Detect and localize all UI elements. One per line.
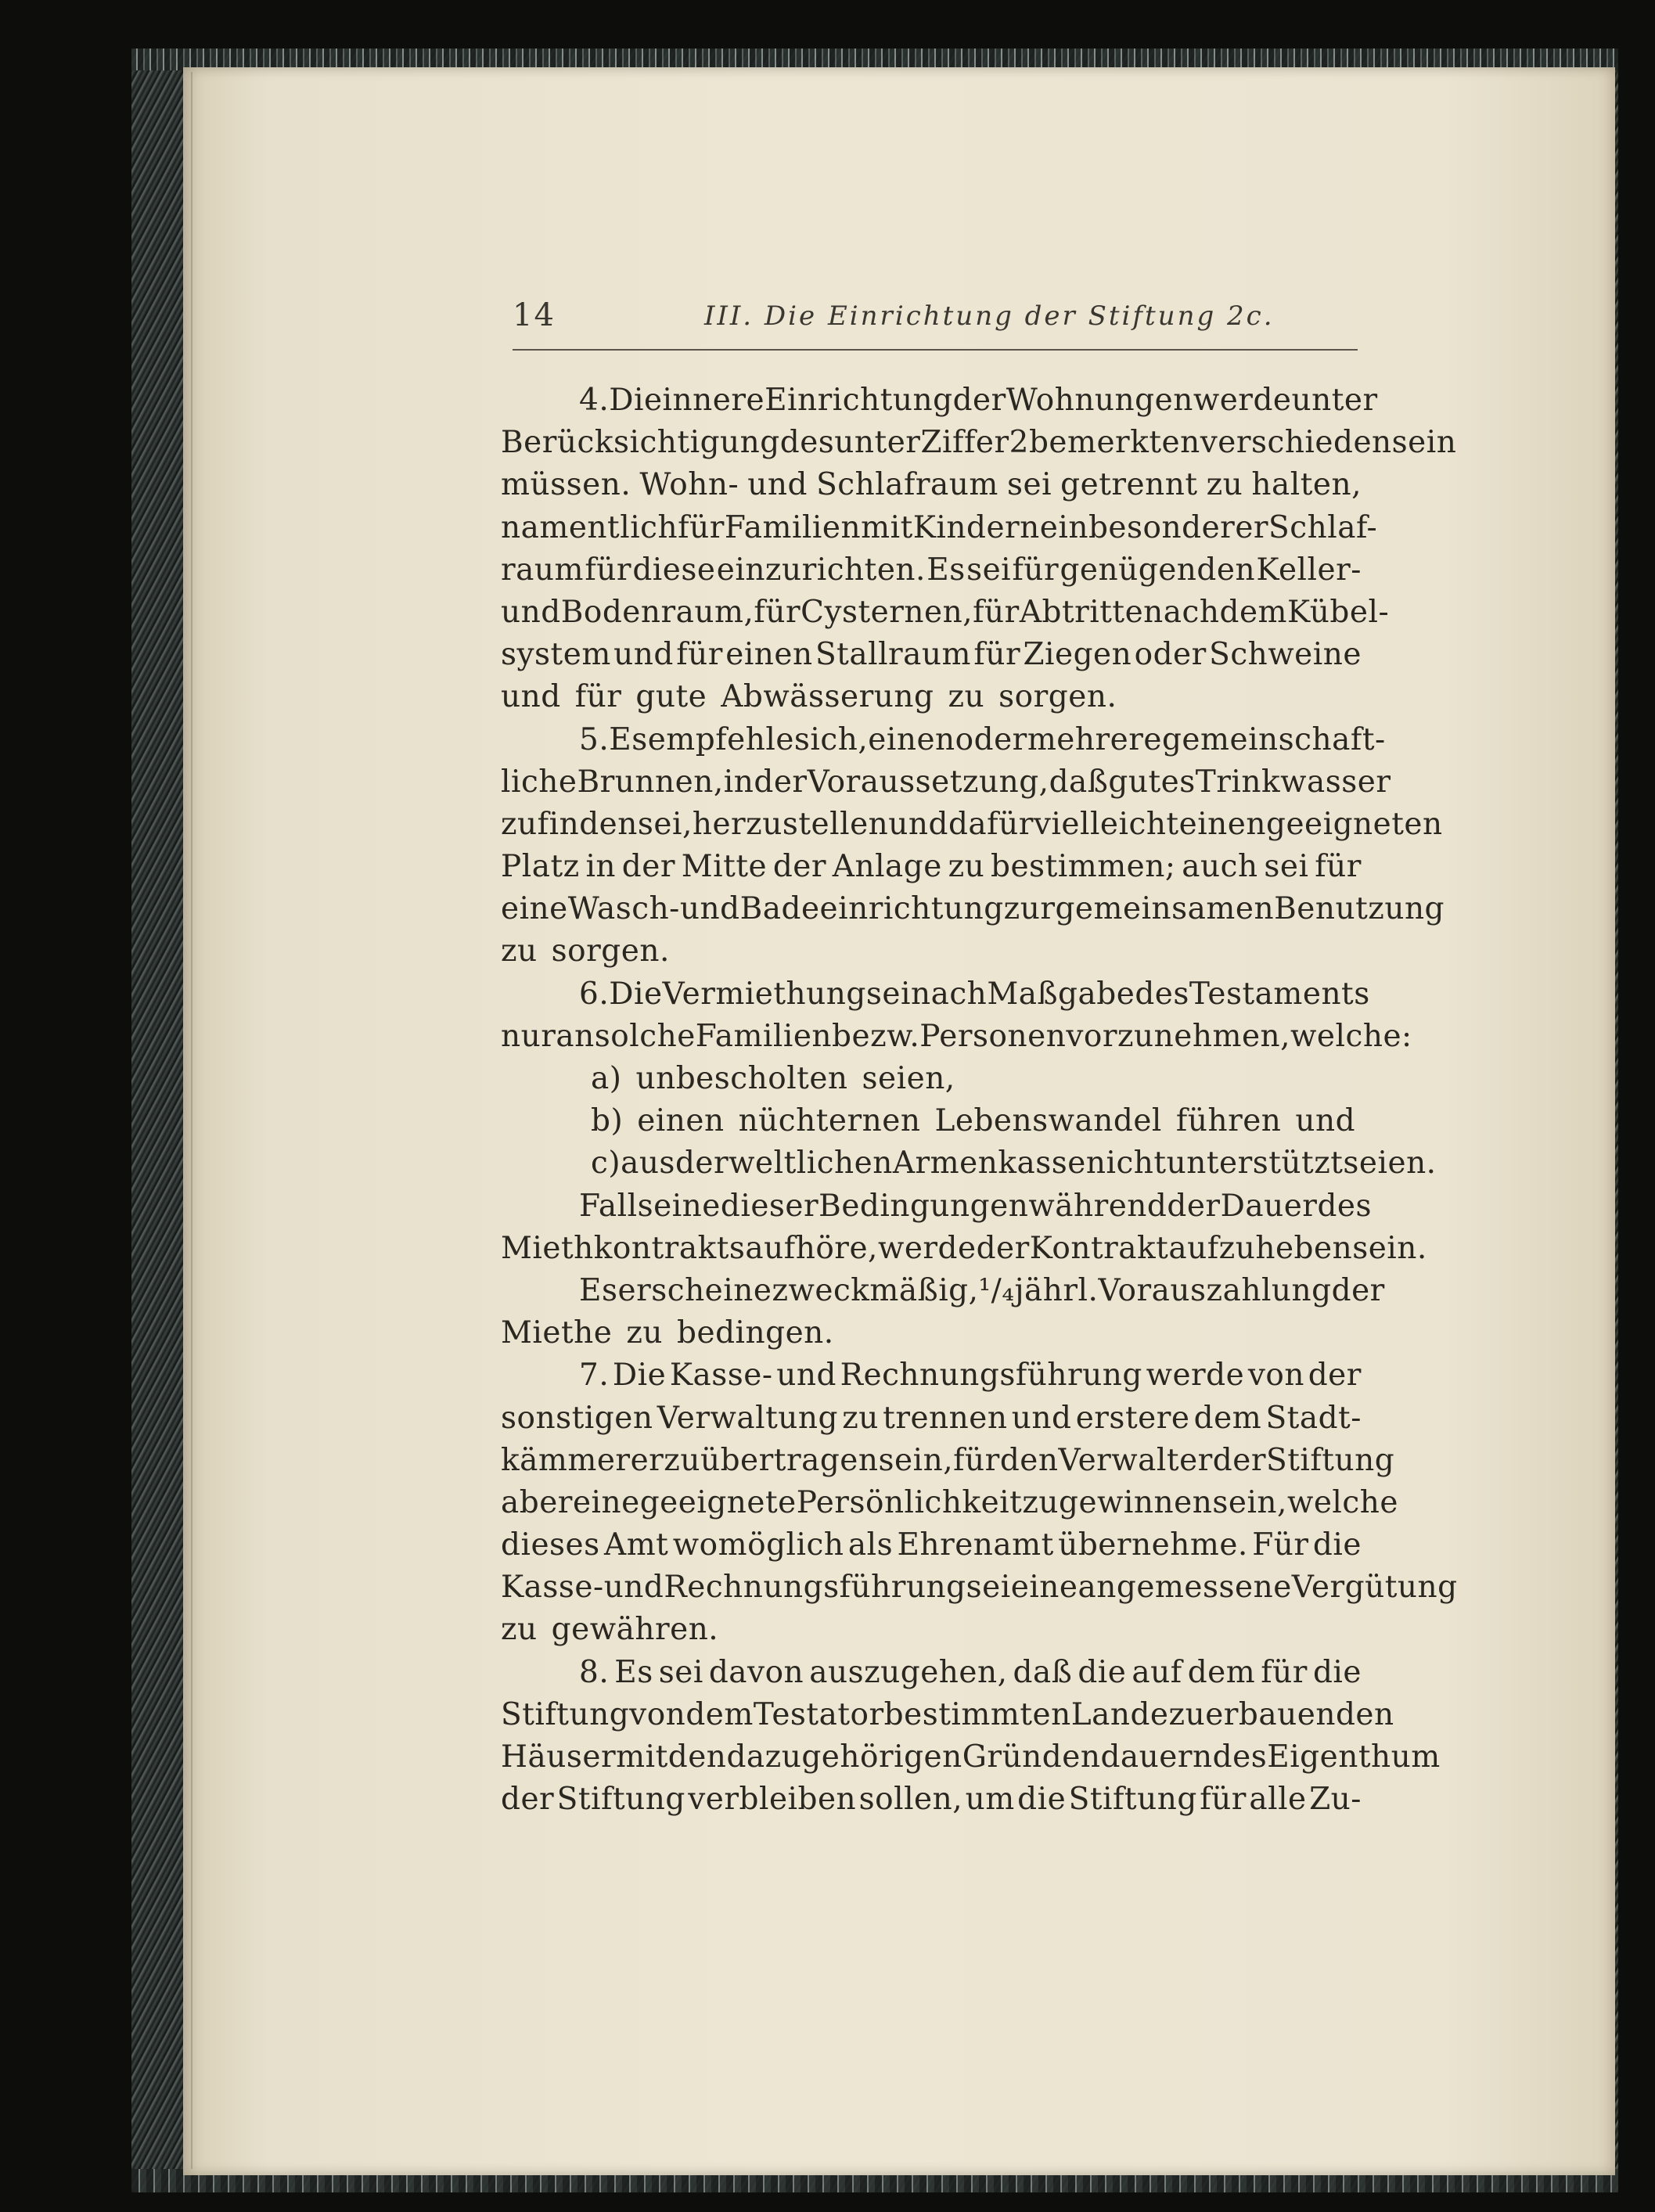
word: von	[1247, 1358, 1305, 1394]
word: während	[1028, 1188, 1167, 1224]
word: erbauenden	[1205, 1696, 1394, 1732]
word: zu	[501, 933, 538, 969]
word: zu	[842, 1400, 879, 1436]
word: sei	[966, 1570, 1011, 1606]
word: Berücksichtigung	[501, 425, 780, 461]
text-line	[501, 1440, 1395, 1482]
word: Kasse-	[501, 1570, 604, 1606]
word: Schweine	[1209, 637, 1362, 673]
word: Bedingungen	[819, 1188, 1029, 1224]
word: Die	[612, 1358, 667, 1394]
word: Rechnungsführung	[664, 1570, 966, 1606]
word: Wohnungen	[1006, 383, 1193, 418]
word: Armenkasse	[892, 1146, 1086, 1182]
word: Kasse-	[669, 1358, 773, 1394]
word: Wasch-	[567, 891, 680, 927]
word: erscheine	[617, 1272, 772, 1308]
word: der	[501, 1782, 555, 1818]
text-line	[501, 1652, 1362, 1694]
word: aufzuheben	[1168, 1230, 1353, 1266]
word: sein,	[878, 1442, 954, 1478]
word: verbleiben	[688, 1782, 857, 1818]
word: Mitte	[681, 849, 768, 885]
word: zu	[664, 1442, 700, 1478]
text-line	[501, 1185, 1373, 1228]
word: Vermiethung	[662, 976, 866, 1012]
word: Kindern	[912, 509, 1040, 545]
running-head: III. Die Einrichtung der Stiftung 2c.	[704, 300, 1275, 332]
word: mit	[861, 509, 913, 545]
word: für	[973, 594, 1020, 630]
word: b)	[591, 1103, 624, 1139]
word: Abwässerung	[721, 679, 934, 715]
word: für	[953, 1442, 1000, 1478]
word: daß	[1049, 764, 1109, 800]
word: Dauer	[1220, 1188, 1318, 1224]
word: Brunnen,	[577, 764, 724, 800]
word: des	[779, 425, 835, 461]
word: nüchternen	[738, 1103, 921, 1139]
word: Für	[1252, 1527, 1309, 1563]
text-line	[501, 1779, 1362, 1821]
word: sollen,	[858, 1782, 963, 1818]
word: in	[723, 764, 754, 800]
text-line	[501, 1694, 1394, 1736]
word: einzurichten.	[716, 552, 926, 588]
word: Persönlichkeit	[796, 1484, 1023, 1520]
word: liche	[501, 764, 577, 800]
word: sei,	[637, 806, 693, 842]
word: des	[1317, 1188, 1373, 1224]
word: für	[1200, 1782, 1247, 1818]
word: bestimmten	[883, 1696, 1071, 1732]
word: geeignete	[639, 1484, 797, 1520]
word: daß	[1013, 1654, 1073, 1690]
word: namentlich	[501, 509, 678, 545]
word: getrennt	[1060, 467, 1198, 503]
text-line	[501, 846, 1362, 888]
word: und	[1295, 1103, 1356, 1139]
word: Ehrenamt	[897, 1527, 1054, 1563]
word: einen	[637, 1103, 725, 1139]
word: Testaments	[1189, 976, 1370, 1012]
word: 7.	[579, 1358, 610, 1394]
text-line	[501, 973, 1370, 1016]
word: zweckmäßig,	[772, 1272, 979, 1308]
word: Verwalter	[1058, 1442, 1213, 1478]
word: Ziffer	[920, 425, 1009, 461]
text-line	[501, 1100, 1362, 1142]
word: ein	[1039, 509, 1088, 545]
word: ¹/₄jährl.	[978, 1272, 1099, 1308]
word: Die	[609, 383, 663, 418]
text-line	[501, 804, 1443, 846]
word: gemeinsamen	[1055, 891, 1275, 927]
word: Amt	[604, 1527, 669, 1563]
word: für	[1315, 849, 1362, 885]
word: Vergütung	[1291, 1570, 1458, 1606]
word: sei	[1007, 467, 1052, 503]
word: werde	[1193, 383, 1292, 418]
word: sei	[1264, 849, 1309, 885]
word: oder	[1134, 637, 1207, 673]
word: für	[574, 679, 622, 715]
word: c)	[591, 1146, 621, 1182]
word: zu	[1022, 1484, 1059, 1520]
word: Lande	[1070, 1696, 1169, 1732]
word: Es	[609, 721, 648, 757]
word: womöglich	[672, 1527, 844, 1563]
word: 2	[1009, 425, 1029, 461]
word: innere	[662, 383, 765, 418]
word: werde	[877, 1230, 977, 1266]
word: verschieden	[1200, 425, 1392, 461]
word: die	[1017, 1782, 1067, 1818]
word: und	[888, 806, 948, 842]
text-line	[501, 888, 1445, 930]
word: dem	[1219, 594, 1288, 630]
word: für	[676, 637, 723, 673]
text-line	[501, 549, 1362, 592]
word: unter	[1291, 383, 1378, 418]
word: als	[847, 1527, 894, 1563]
word: geeigneten	[1265, 806, 1443, 842]
word: Es	[614, 1654, 653, 1690]
text-line	[501, 1566, 1458, 1609]
text-line	[501, 1736, 1441, 1779]
word: sein,	[1212, 1484, 1287, 1520]
text-line	[501, 592, 1390, 634]
text-line	[501, 1142, 1437, 1185]
word: zu	[1168, 1696, 1206, 1732]
word: diese	[632, 552, 716, 588]
word: führen	[1175, 1103, 1282, 1139]
word: zu	[626, 1315, 664, 1351]
word: Stiftung	[501, 1696, 630, 1732]
word: der	[1308, 1358, 1362, 1394]
word: und	[603, 1570, 664, 1606]
page-number: 14	[513, 297, 556, 333]
word: vorzunehmen,	[1066, 1018, 1291, 1054]
word: für	[973, 637, 1021, 673]
text-line	[501, 1312, 1362, 1354]
word: aber	[501, 1484, 573, 1520]
word: Familien	[724, 509, 862, 545]
word: 6.	[579, 976, 610, 1012]
text-line	[501, 1524, 1362, 1566]
word: den	[667, 1739, 727, 1775]
word: oder	[955, 721, 1027, 757]
word: genügenden	[1060, 552, 1256, 588]
word: unbescholten	[635, 1061, 848, 1096]
word: Es	[579, 1272, 618, 1308]
word: um	[965, 1782, 1015, 1818]
text-line	[501, 676, 1362, 718]
word: seien.	[1343, 1146, 1437, 1182]
word: für	[754, 594, 801, 630]
word: werde	[1146, 1358, 1245, 1394]
word: der	[621, 849, 675, 885]
word: zu	[1206, 467, 1243, 503]
word: einen	[725, 637, 813, 673]
word: sorgen.	[998, 679, 1117, 715]
word: davon	[708, 1654, 804, 1690]
text-line	[501, 1397, 1362, 1440]
word: Eigenthum	[1267, 1739, 1441, 1775]
word: Ziegen	[1023, 637, 1132, 673]
word: gewähren.	[551, 1612, 719, 1648]
word: Wohn-	[639, 467, 739, 503]
word: Kontrakt	[1029, 1230, 1169, 1266]
word: Gründen	[962, 1739, 1101, 1775]
word: zu	[948, 849, 985, 885]
text-line	[501, 1609, 1362, 1651]
word: Keller-	[1256, 552, 1362, 588]
word: dem	[685, 1696, 754, 1732]
word: Vorauszahlung	[1098, 1272, 1332, 1308]
word: auf	[1132, 1654, 1182, 1690]
word: Kübel-	[1287, 594, 1390, 630]
word: nicht	[1085, 1146, 1167, 1182]
word: welche	[1286, 1484, 1398, 1520]
word: angemessene	[1078, 1570, 1292, 1606]
page-header	[513, 297, 1358, 344]
word: dafür	[948, 806, 1034, 842]
word: dazu	[726, 1739, 802, 1775]
word: Badeeinrichtung	[739, 891, 1004, 927]
word: dem	[1193, 1400, 1262, 1436]
word: Falls	[579, 1188, 654, 1224]
word: mehrere	[1027, 721, 1162, 757]
word: Familien	[695, 1018, 833, 1054]
word: Stiftung	[556, 1782, 685, 1818]
word: Benutzung	[1274, 891, 1445, 927]
word: dieses	[501, 1527, 600, 1563]
word: Miethkontrakts	[501, 1230, 746, 1266]
word: dieser	[720, 1188, 819, 1224]
word: sein.	[1352, 1230, 1427, 1266]
word: eine	[501, 891, 568, 927]
word: Cysternen,	[801, 594, 973, 630]
word: kämmerer	[501, 1442, 664, 1478]
word: sein	[1391, 425, 1457, 461]
word: für	[678, 509, 725, 545]
word: empfehle	[647, 721, 794, 757]
text-line	[501, 930, 1362, 973]
word: Rechnungsführung	[840, 1358, 1142, 1394]
word: Verwaltung	[657, 1400, 838, 1436]
word: auszugehen,	[809, 1654, 1008, 1690]
word: Schlaf-	[1268, 509, 1378, 545]
word: nach	[910, 976, 988, 1012]
word: Testator	[753, 1696, 884, 1732]
text-line	[501, 1354, 1362, 1397]
text-line	[501, 1058, 1362, 1100]
text-line	[501, 719, 1386, 761]
word: Stiftung	[1266, 1442, 1395, 1478]
word: sei	[865, 976, 911, 1012]
text-line	[501, 1270, 1385, 1312]
word: übertragen	[700, 1442, 879, 1478]
word: Anlage	[832, 849, 942, 885]
word: sei	[658, 1654, 703, 1690]
word: bezw.	[832, 1018, 920, 1054]
word: eine	[653, 1188, 721, 1224]
word: sich,	[793, 721, 869, 757]
word: zur	[1003, 891, 1056, 927]
word: der	[1167, 1188, 1221, 1224]
word: übernehme.	[1058, 1527, 1248, 1563]
word: die	[1312, 1527, 1362, 1563]
word: sonstigen	[501, 1400, 653, 1436]
word: bestimmen;	[991, 849, 1176, 885]
word: bemerkten	[1028, 425, 1200, 461]
text-line	[501, 1016, 1412, 1058]
word: für	[1261, 1654, 1308, 1690]
word: Platz	[501, 849, 580, 885]
word: der	[675, 1146, 729, 1182]
word: gewinnen	[1059, 1484, 1213, 1520]
page-gutter	[191, 72, 192, 2169]
word: Zu-	[1309, 1782, 1362, 1818]
word: Miethe	[501, 1315, 613, 1351]
word: den	[999, 1442, 1059, 1478]
word: zu	[501, 1612, 538, 1648]
word: für	[585, 552, 632, 588]
word: 5.	[579, 721, 610, 757]
word: Schlafraum	[816, 467, 998, 503]
word: Maßgabe	[987, 976, 1135, 1012]
text-line	[501, 379, 1378, 422]
word: mit	[616, 1739, 668, 1775]
word: die	[1078, 1654, 1127, 1690]
word: bedingen.	[677, 1315, 834, 1351]
word: für	[1012, 552, 1060, 588]
word: herzustellen	[692, 806, 889, 842]
word: unterstützt	[1166, 1146, 1344, 1182]
word: vielleicht	[1033, 806, 1179, 842]
word: Abtritte	[1019, 594, 1144, 630]
word: aufhöre,	[745, 1230, 878, 1266]
word: gehörigen	[801, 1739, 962, 1775]
word: Die	[609, 976, 663, 1012]
text-line	[501, 761, 1391, 804]
word: eine	[1010, 1570, 1078, 1606]
body-text	[501, 379, 1458, 1821]
word: Stadt-	[1265, 1400, 1362, 1436]
word: der	[772, 849, 827, 885]
word: seien,	[862, 1061, 955, 1096]
word: halten,	[1251, 467, 1362, 503]
word: eine	[572, 1484, 640, 1520]
word: welche:	[1290, 1018, 1412, 1054]
word: Einrichtung	[765, 383, 953, 418]
word: gute	[635, 679, 707, 715]
word: Trinkwasser	[1195, 764, 1391, 800]
word: dem	[1187, 1654, 1256, 1690]
word: die	[1312, 1654, 1362, 1690]
text-line	[501, 1228, 1427, 1270]
word: Stiftung	[1068, 1782, 1197, 1818]
word: der	[976, 1230, 1030, 1266]
word: der	[1331, 1272, 1385, 1308]
word: nur	[501, 1018, 556, 1054]
header-rule	[513, 349, 1358, 351]
word: an	[556, 1018, 595, 1054]
word: Voraussetzung,	[807, 764, 1049, 800]
text-line	[501, 507, 1378, 549]
word: müssen.	[501, 467, 631, 503]
word: von	[629, 1696, 686, 1732]
word: weltlichen	[729, 1146, 893, 1182]
word: a)	[591, 1061, 622, 1096]
word: in	[585, 849, 617, 885]
word: der	[754, 764, 808, 800]
text-line	[501, 464, 1362, 506]
word: sei	[966, 552, 1012, 588]
word: einen	[868, 721, 955, 757]
word: und	[501, 679, 561, 715]
word: 8.	[579, 1654, 610, 1690]
word: raum	[501, 552, 584, 588]
word: gemeinschaft-	[1161, 721, 1386, 757]
word: besonderer	[1088, 509, 1269, 545]
word: dauerndes	[1100, 1739, 1268, 1775]
word: trennen	[883, 1400, 1008, 1436]
word: Es	[926, 552, 966, 588]
word: alle	[1249, 1782, 1307, 1818]
word: des	[1135, 976, 1189, 1012]
word: und	[501, 594, 561, 630]
word: solche	[594, 1018, 696, 1054]
word: der	[1212, 1442, 1266, 1478]
word: gutes	[1108, 764, 1196, 800]
word: zu	[948, 679, 985, 715]
word: einen	[1178, 806, 1266, 842]
word: unter	[834, 425, 921, 461]
word: Häuser	[501, 1739, 617, 1775]
word: nach	[1143, 594, 1220, 630]
word: und	[747, 467, 808, 503]
word: auch	[1182, 849, 1258, 885]
word: Bodenraum,	[560, 594, 754, 630]
word: zu	[501, 806, 538, 842]
text-line	[501, 634, 1362, 676]
word: aus	[621, 1146, 675, 1182]
word: Stallraum	[815, 637, 972, 673]
word: und	[776, 1358, 836, 1394]
word: erstere	[1075, 1400, 1190, 1436]
word: und	[613, 637, 674, 673]
word: und	[1011, 1400, 1072, 1436]
word: finden	[537, 806, 638, 842]
word: der	[952, 383, 1006, 418]
word: system	[501, 637, 611, 673]
text-line	[501, 1482, 1398, 1524]
word: und	[679, 891, 740, 927]
word: Personen	[919, 1018, 1067, 1054]
text-line	[501, 422, 1457, 464]
word: 4.	[579, 383, 610, 418]
word: sorgen.	[551, 933, 670, 969]
word: Lebenswandel	[934, 1103, 1162, 1139]
